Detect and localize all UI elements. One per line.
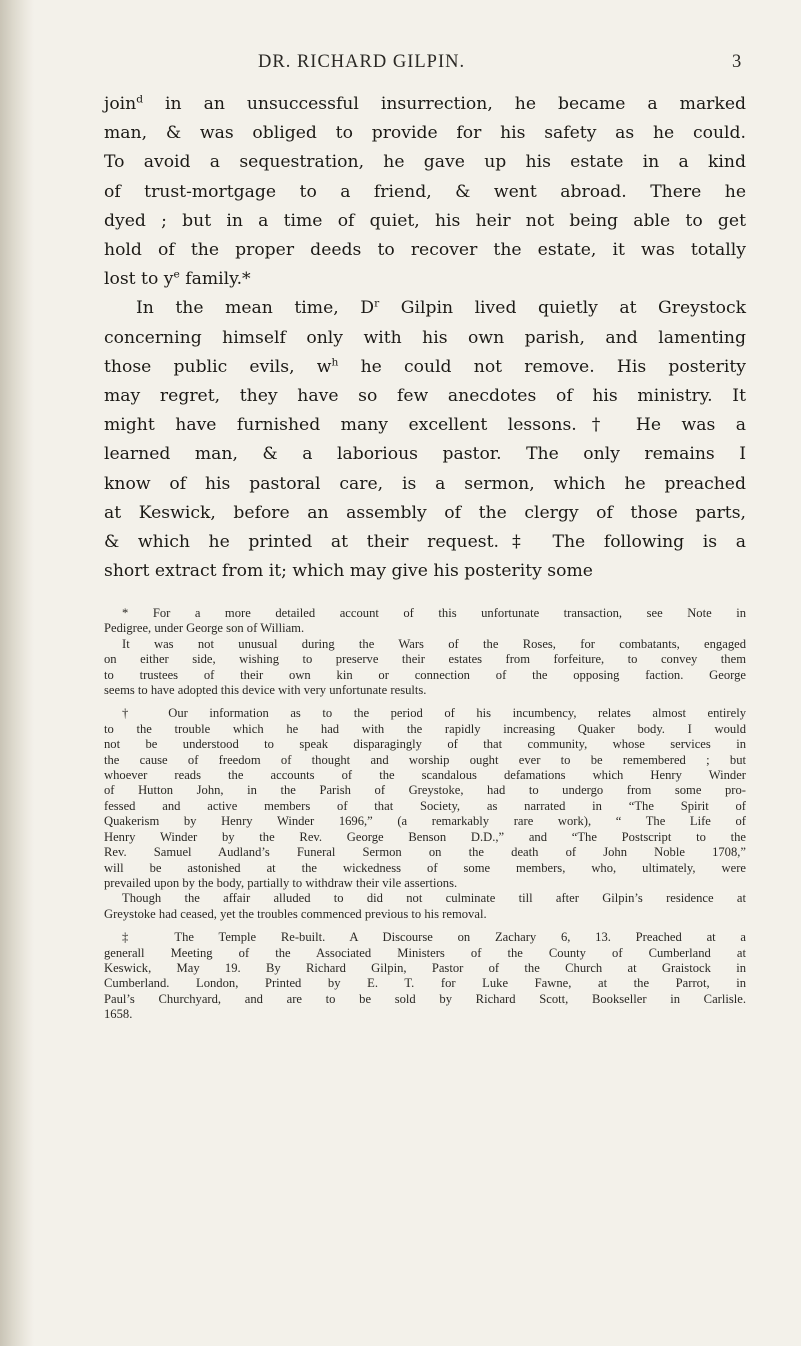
footnote-line: It was not unusual during the Wars of the Roses, for combatants, engaged	[122, 636, 746, 651]
text-fragment: Gilpin lived quietly at Greystock	[400, 298, 747, 319]
text-word: lost to y	[104, 269, 174, 290]
footnotes	[104, 606, 746, 1031]
footnote-line: ‡ The Temple Re-built. A Discourse on Zachary 6, 13. Preached at a	[122, 930, 746, 945]
superscript: e	[173, 267, 180, 281]
footnote-line: will be astonished at the wickedness of some members, who, ultimately, were	[104, 860, 746, 875]
text-line: short extract from it; which may give his posterity some	[104, 561, 593, 582]
text-line: man, & was obliged to provide for his safety as he could.	[104, 123, 746, 144]
text-line: & which he printed at their request.‡ The following is a	[104, 532, 746, 553]
text-fragment: those public evils,	[104, 356, 295, 377]
text-line: concerning himself only with his own parish, and lamenting	[104, 327, 746, 348]
main-text	[104, 90, 746, 586]
footnote-line: the cause of freedom of thought and worship ought ever to be remembered ; but	[104, 752, 746, 767]
page-number: 3	[732, 52, 742, 72]
footnote-line: * For a more detailed account of this unfortunate transaction, see Note in	[122, 606, 746, 620]
footnote-line: Paul’s Churchyard, and are to be sold by Richard Scott, Bookseller in Carlisle.	[104, 991, 746, 1006]
text-fragment: In the mean time,	[136, 298, 339, 319]
text-line: learned man, & a laborious pastor. The only remains I	[104, 444, 746, 465]
text-line: hold of the proper deeds to recover the estate, it was totally	[104, 240, 746, 261]
footnote-line: on either side, wishing to preserve their estates from forfeiture, to convey them	[104, 652, 746, 667]
footnote-line: Keswick, May 19. By Richard Gilpin, Pastor of the Church at Graistock in	[104, 960, 746, 975]
footnote-double-dagger	[104, 930, 746, 1022]
text-line	[104, 265, 746, 294]
text-fragment: in an unsuccessful insurrection, he became a marked	[165, 94, 746, 114]
footnote-line: seems to have adopted this device with very unfortunate results.	[104, 683, 427, 698]
text-fragment: he could not remove. His posterity	[360, 356, 746, 377]
text-word: D	[360, 298, 375, 319]
text-line: To avoid a sequestration, he gave up his estate in a kind	[104, 152, 746, 173]
footnote-line: Quakerism by Henry Winder 1696,” (a remarkably rare work), “ The Life of	[104, 814, 746, 829]
footnote-line: to trustees of their own kin or connection of the opposing faction. George	[104, 667, 746, 682]
text-line	[104, 90, 746, 119]
text-line: might have furnished many excellent lessons.† He was a	[104, 415, 746, 436]
footnote-dagger	[104, 706, 746, 922]
text-word: w	[316, 356, 332, 377]
footnote-line: to the trouble which he had with the rapidly increasing Quaker body. I would	[104, 721, 746, 736]
footnote-line: whoever reads the accounts of the scandalous defamations which Henry Winder	[104, 768, 746, 783]
footnote-line: Greystoke had ceased, yet the troubles commenced previous to his removal.	[104, 906, 487, 921]
footnote-line: Rev. Samuel Audland’s Funeral Sermon on the death of John Noble 1708,”	[104, 845, 746, 860]
footnote-line: not be understood to speak disparagingly of that community, whose services in	[104, 737, 746, 752]
footnote-asterisk	[104, 606, 746, 698]
footnote-line: 1658.	[104, 1007, 133, 1022]
footnote-line: Cumberland. London, Printed by E. T. for Luke Fawne, at the Parrot, in	[104, 976, 746, 991]
superscript: d	[136, 92, 144, 106]
text-fragment: family.*	[185, 269, 251, 290]
text-line	[104, 353, 746, 382]
footnote-line: Though the affair alluded to did not culminate till after Gilpin’s residence at	[122, 891, 746, 906]
footnote-line: prevailed upon by the body, partially to withdraw their vile assertions.	[104, 875, 458, 890]
superscript: h	[331, 355, 339, 369]
footnote-line: fessed and active members of that Society, as narrated in “The Spirit of	[104, 798, 746, 813]
text-line: of trust-mortgage to a friend, & went abroad. There he	[104, 181, 746, 202]
footnote-line: generall Meeting of the Associated Ministers of the County of Cumberland at	[104, 945, 746, 960]
running-title: DR. RICHARD GILPIN.	[258, 52, 466, 72]
text-line: may regret, they have so few anecdotes of his ministry. It	[104, 386, 746, 407]
text-line: at Keswick, before an assembly of the clergy of those parts,	[104, 502, 746, 523]
superscript: r	[374, 296, 380, 310]
text-line: dyed ; but in a time of quiet, his heir not being able to get	[104, 210, 746, 231]
text-word: join	[104, 94, 137, 114]
text-line	[104, 294, 746, 323]
footnote-line: † Our information as to the period of his incumbency, relates almost entirely	[122, 706, 746, 721]
footnote-line: Pedigree, under George son of William.	[104, 621, 305, 636]
footnote-line: of Hutton John, in the Parish of Greystoke, had to undergo from some pro-	[104, 783, 746, 798]
text-line: know of his pastoral care, is a sermon, which he preached	[104, 473, 746, 494]
footnote-line: Henry Winder by the Rev. George Benson D.D.,” and “The Postscript to the	[104, 829, 746, 844]
